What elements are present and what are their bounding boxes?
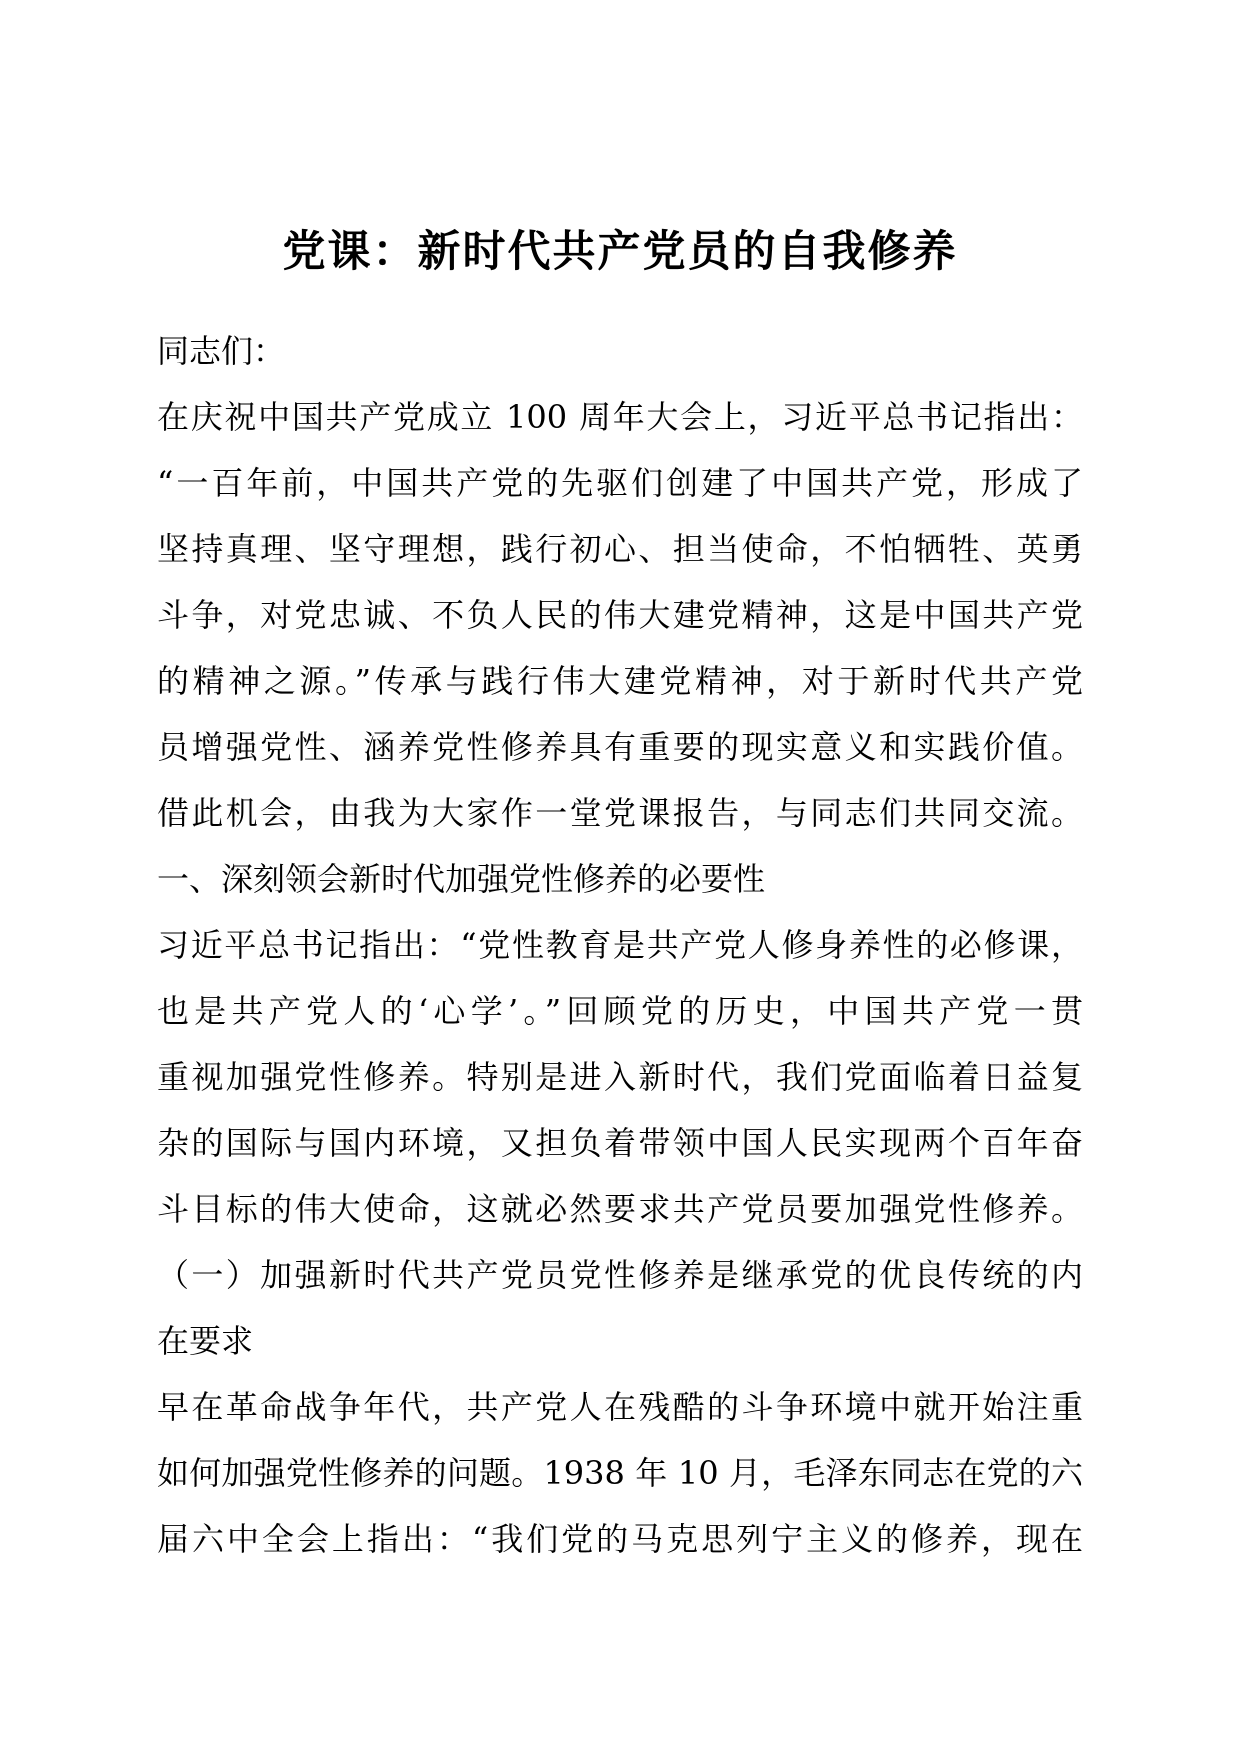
paragraph-line: 在庆祝中国共产党成立 100 周年大会上，习近平总书记指出： <box>157 398 1083 436</box>
paragraph-line: 杂的国际与国内环境，又担负着带领中国人民实现两个百年奋 <box>157 1124 1083 1162</box>
paragraph-line: 借此机会，由我为大家作一堂党课报告，与同志们共同交流。 <box>157 794 1083 832</box>
section-heading: 一、深刻领会新时代加强党性修养的必要性 <box>157 860 766 898</box>
paragraph-line: 重视加强党性修养。特别是进入新时代，我们党面临着日益复 <box>157 1058 1083 1096</box>
document-body <box>157 318 1083 1572</box>
subsection-heading-line: 在要求 <box>157 1322 254 1360</box>
document-title: 党课：新时代共产党员的自我修养 <box>282 227 958 277</box>
paragraph-line: 的精神之源。”传承与践行伟大建党精神，对于新时代共产党 <box>157 662 1083 700</box>
paragraph-line: “一百年前，中国共产党的先驱们创建了中国共产党，形成了 <box>157 464 1083 502</box>
subsection-heading-line: （一）加强新时代共产党员党性修养是继承党的优良传统的内 <box>157 1256 1083 1294</box>
paragraph-line: 早在革命战争年代，共产党人在残酷的斗争环境中就开始注重 <box>157 1388 1083 1426</box>
paragraph-line: 习近平总书记指出：“党性教育是共产党人修身养性的必修课， <box>157 926 1083 964</box>
salutation-line: 同志们： <box>157 332 286 370</box>
paragraph-line: 如何加强党性修养的问题。1938 年 10 月，毛泽东同志在党的六 <box>157 1454 1083 1492</box>
paragraph-line: 斗目标的伟大使命，这就必然要求共产党员要加强党性修养。 <box>157 1190 1083 1228</box>
paragraph-line: 员增强党性、涵养党性修养具有重要的现实意义和实践价值。 <box>157 728 1083 766</box>
paragraph-line: 坚持真理、坚守理想，践行初心、担当使命，不怕牺牲、英勇 <box>157 530 1083 568</box>
paragraph-line: 也是共产党人的‘心学’。”回顾党的历史，中国共产党一贯 <box>157 992 1083 1030</box>
paragraph-line: 斗争，对党忠诚、不负人民的伟大建党精神，这是中国共产党 <box>157 596 1083 634</box>
paragraph-line: 届六中全会上指出：“我们党的马克思列宁主义的修养，现在 <box>157 1520 1083 1558</box>
